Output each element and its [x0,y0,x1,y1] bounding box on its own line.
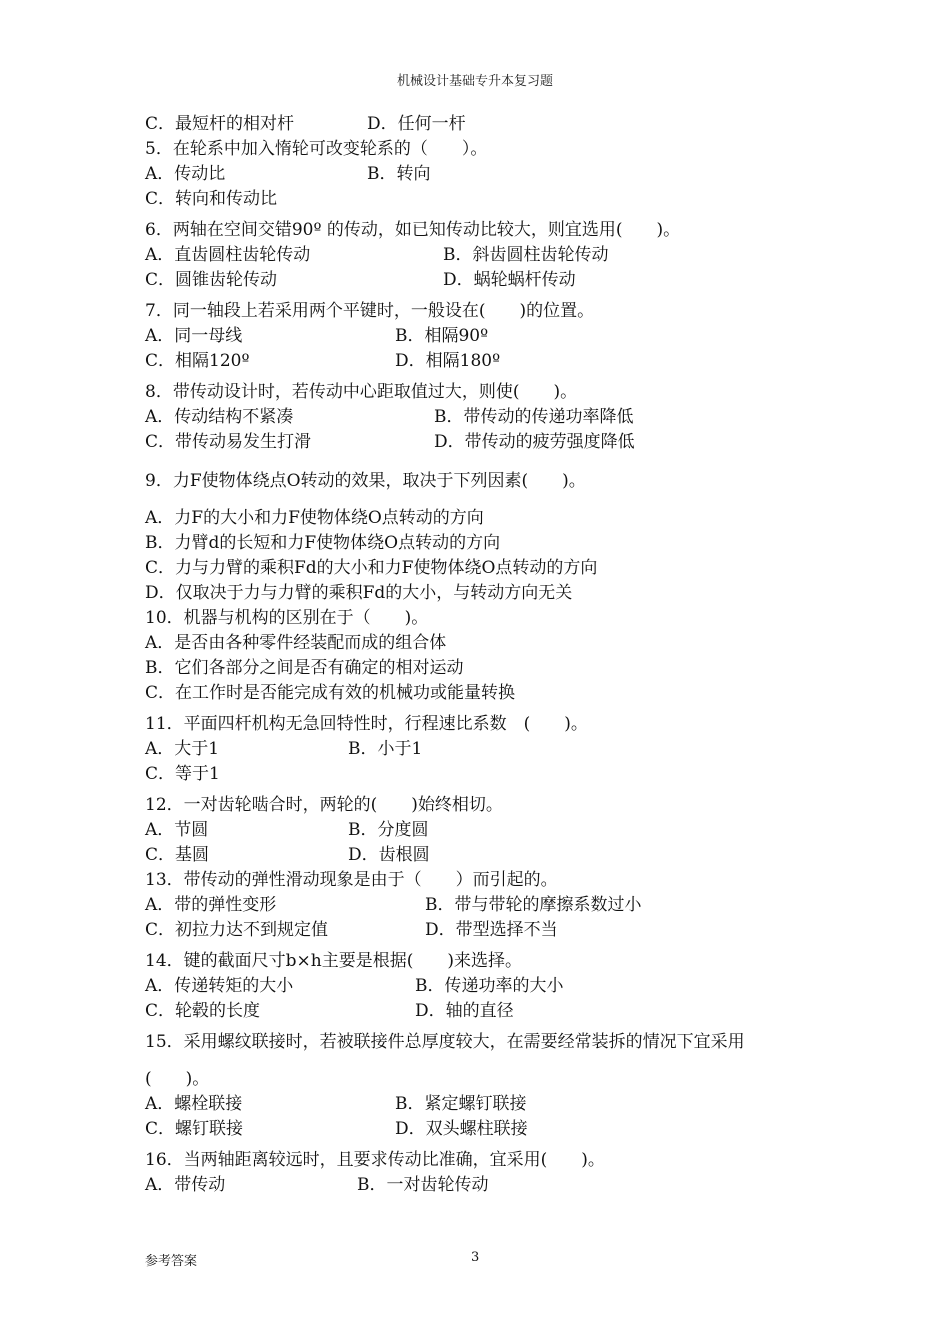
option-line: B．力臂d的长短和力F使物体绕O点转动的方向 [145,533,501,553]
option-right: D．轴的直径 [415,1001,514,1021]
option-row [145,737,825,762]
option-left: A．节圆 [145,820,209,840]
question-stem: 16．当两轴距离较远时，且要求传动比准确，宜采用( )。 [145,1150,605,1170]
option-right: D．任何一杆 [367,114,466,134]
option-right: B．斜齿圆柱齿轮传动 [443,245,609,265]
question-list [145,112,825,1198]
option-right: B．小于1 [348,739,423,759]
option-left: C．初拉力达不到规定值 [145,920,329,940]
option-row [145,268,825,293]
option-right: B．带传动的传递功率降低 [434,407,634,427]
question-stem: 7．同一轴段上若采用两个平键时，一般设在( )的位置。 [145,301,595,321]
option-row [145,1117,825,1142]
option-left: A．同一母线 [145,326,243,346]
option-line: C．转向和传动比 [145,189,278,209]
question-stem: 6．两轴在空间交错90º 的传动，如已知传动比较大，则宜选用( )。 [145,220,681,240]
page-number: 3 [471,1250,480,1265]
question-stem: 13．带传动的弹性滑动现象是由于（ ）而引起的。 [145,870,558,890]
option-row [145,1173,825,1198]
option-row [145,349,825,374]
option-left: C．圆锥齿轮传动 [145,270,278,290]
option-row [145,818,825,843]
option-left: C．相隔120º [145,351,250,371]
option-right: B．一对齿轮传动 [357,1175,489,1195]
option-row [145,112,825,137]
option-right: B．传递功率的大小 [415,976,564,996]
option-left: A．直齿圆柱齿轮传动 [145,245,311,265]
option-right: B．转向 [367,164,431,184]
option-right: D．带传动的疲劳强度降低 [434,432,635,452]
option-left: A．螺栓联接 [145,1094,243,1114]
option-left: A．传动比 [145,164,226,184]
option-row [145,999,825,1024]
footer-label: 参考答案 [145,1254,198,1269]
option-row [145,430,825,455]
option-right: B．相隔90º [395,326,489,346]
option-row [145,324,825,349]
option-left: A．大于1 [145,739,220,759]
option-right: B．紧定螺钉联接 [395,1094,527,1114]
option-right: B．带与带轮的摩擦系数过小 [425,895,642,915]
option-row [145,843,825,868]
option-left: A．带的弹性变形 [145,895,277,915]
option-left: C．带传动易发生打滑 [145,432,312,452]
option-line: B．它们各部分之间是否有确定的相对运动 [145,658,464,678]
question-stem: 8．带传动设计时，若传动中心距取值过大，则使( )。 [145,382,578,402]
option-row [145,243,825,268]
page-header: 机械设计基础专升本复习题 [396,74,553,89]
question-stem: 11．平面四杆机构无急回特性时，行程速比系数 ( )。 [145,714,588,734]
option-row [145,974,825,999]
question-stem: 12．一对齿轮啮合时，两轮的( )始终相切。 [145,795,503,815]
question-stem: 9．力F使物体绕点O转动的效果，取决于下列因素( )。 [145,471,586,491]
option-right: D．蜗轮蜗杆传动 [443,270,576,290]
option-left: C．最短杆的相对杆 [145,114,295,134]
option-right: D．相隔180º [395,351,501,371]
option-row [145,405,825,430]
question-stem: 14．键的截面尺寸b×h主要是根据( )来选择。 [145,951,522,971]
question-stem: 10．机器与机构的区别在于（ )。 [145,608,429,628]
option-right: D．齿根圆 [348,845,430,865]
option-right: D．双头螺柱联接 [395,1119,528,1139]
option-line: C．在工作时是否能完成有效的机械功或能量转换 [145,683,516,703]
option-line: A．是否由各种零件经装配而成的组合体 [145,633,447,653]
option-line: C．等于1 [145,764,220,784]
option-row [145,893,825,918]
option-line: D．仅取决于力与力臂的乘积Fd的大小，与转动方向无关 [145,583,573,603]
option-row [145,1092,825,1117]
option-left: C．轮毂的长度 [145,1001,261,1021]
option-left: C．螺钉联接 [145,1119,244,1139]
option-row [145,918,825,943]
question-stem: 5．在轮系中加入惰轮可改变轮系的（ ）。 [145,139,488,159]
option-right: B．分度圆 [348,820,429,840]
option-left: C．基圆 [145,845,210,865]
option-left: A．传递转矩的大小 [145,976,294,996]
option-line: A．力F的大小和力F使物体绕O点转动的方向 [145,508,484,528]
option-line: C．力与力臂的乘积Fd的大小和力F使物体绕O点转动的方向 [145,558,598,578]
option-line: ( )。 [145,1069,210,1089]
question-stem: 15．采用螺纹联接时，若被联接件总厚度较大，在需要经常装拆的情况下宜采用 [145,1032,745,1052]
option-left: A．带传动 [145,1175,226,1195]
option-row [145,162,825,187]
option-right: D．带型选择不当 [425,920,558,940]
option-left: A．传动结构不紧凑 [145,407,294,427]
